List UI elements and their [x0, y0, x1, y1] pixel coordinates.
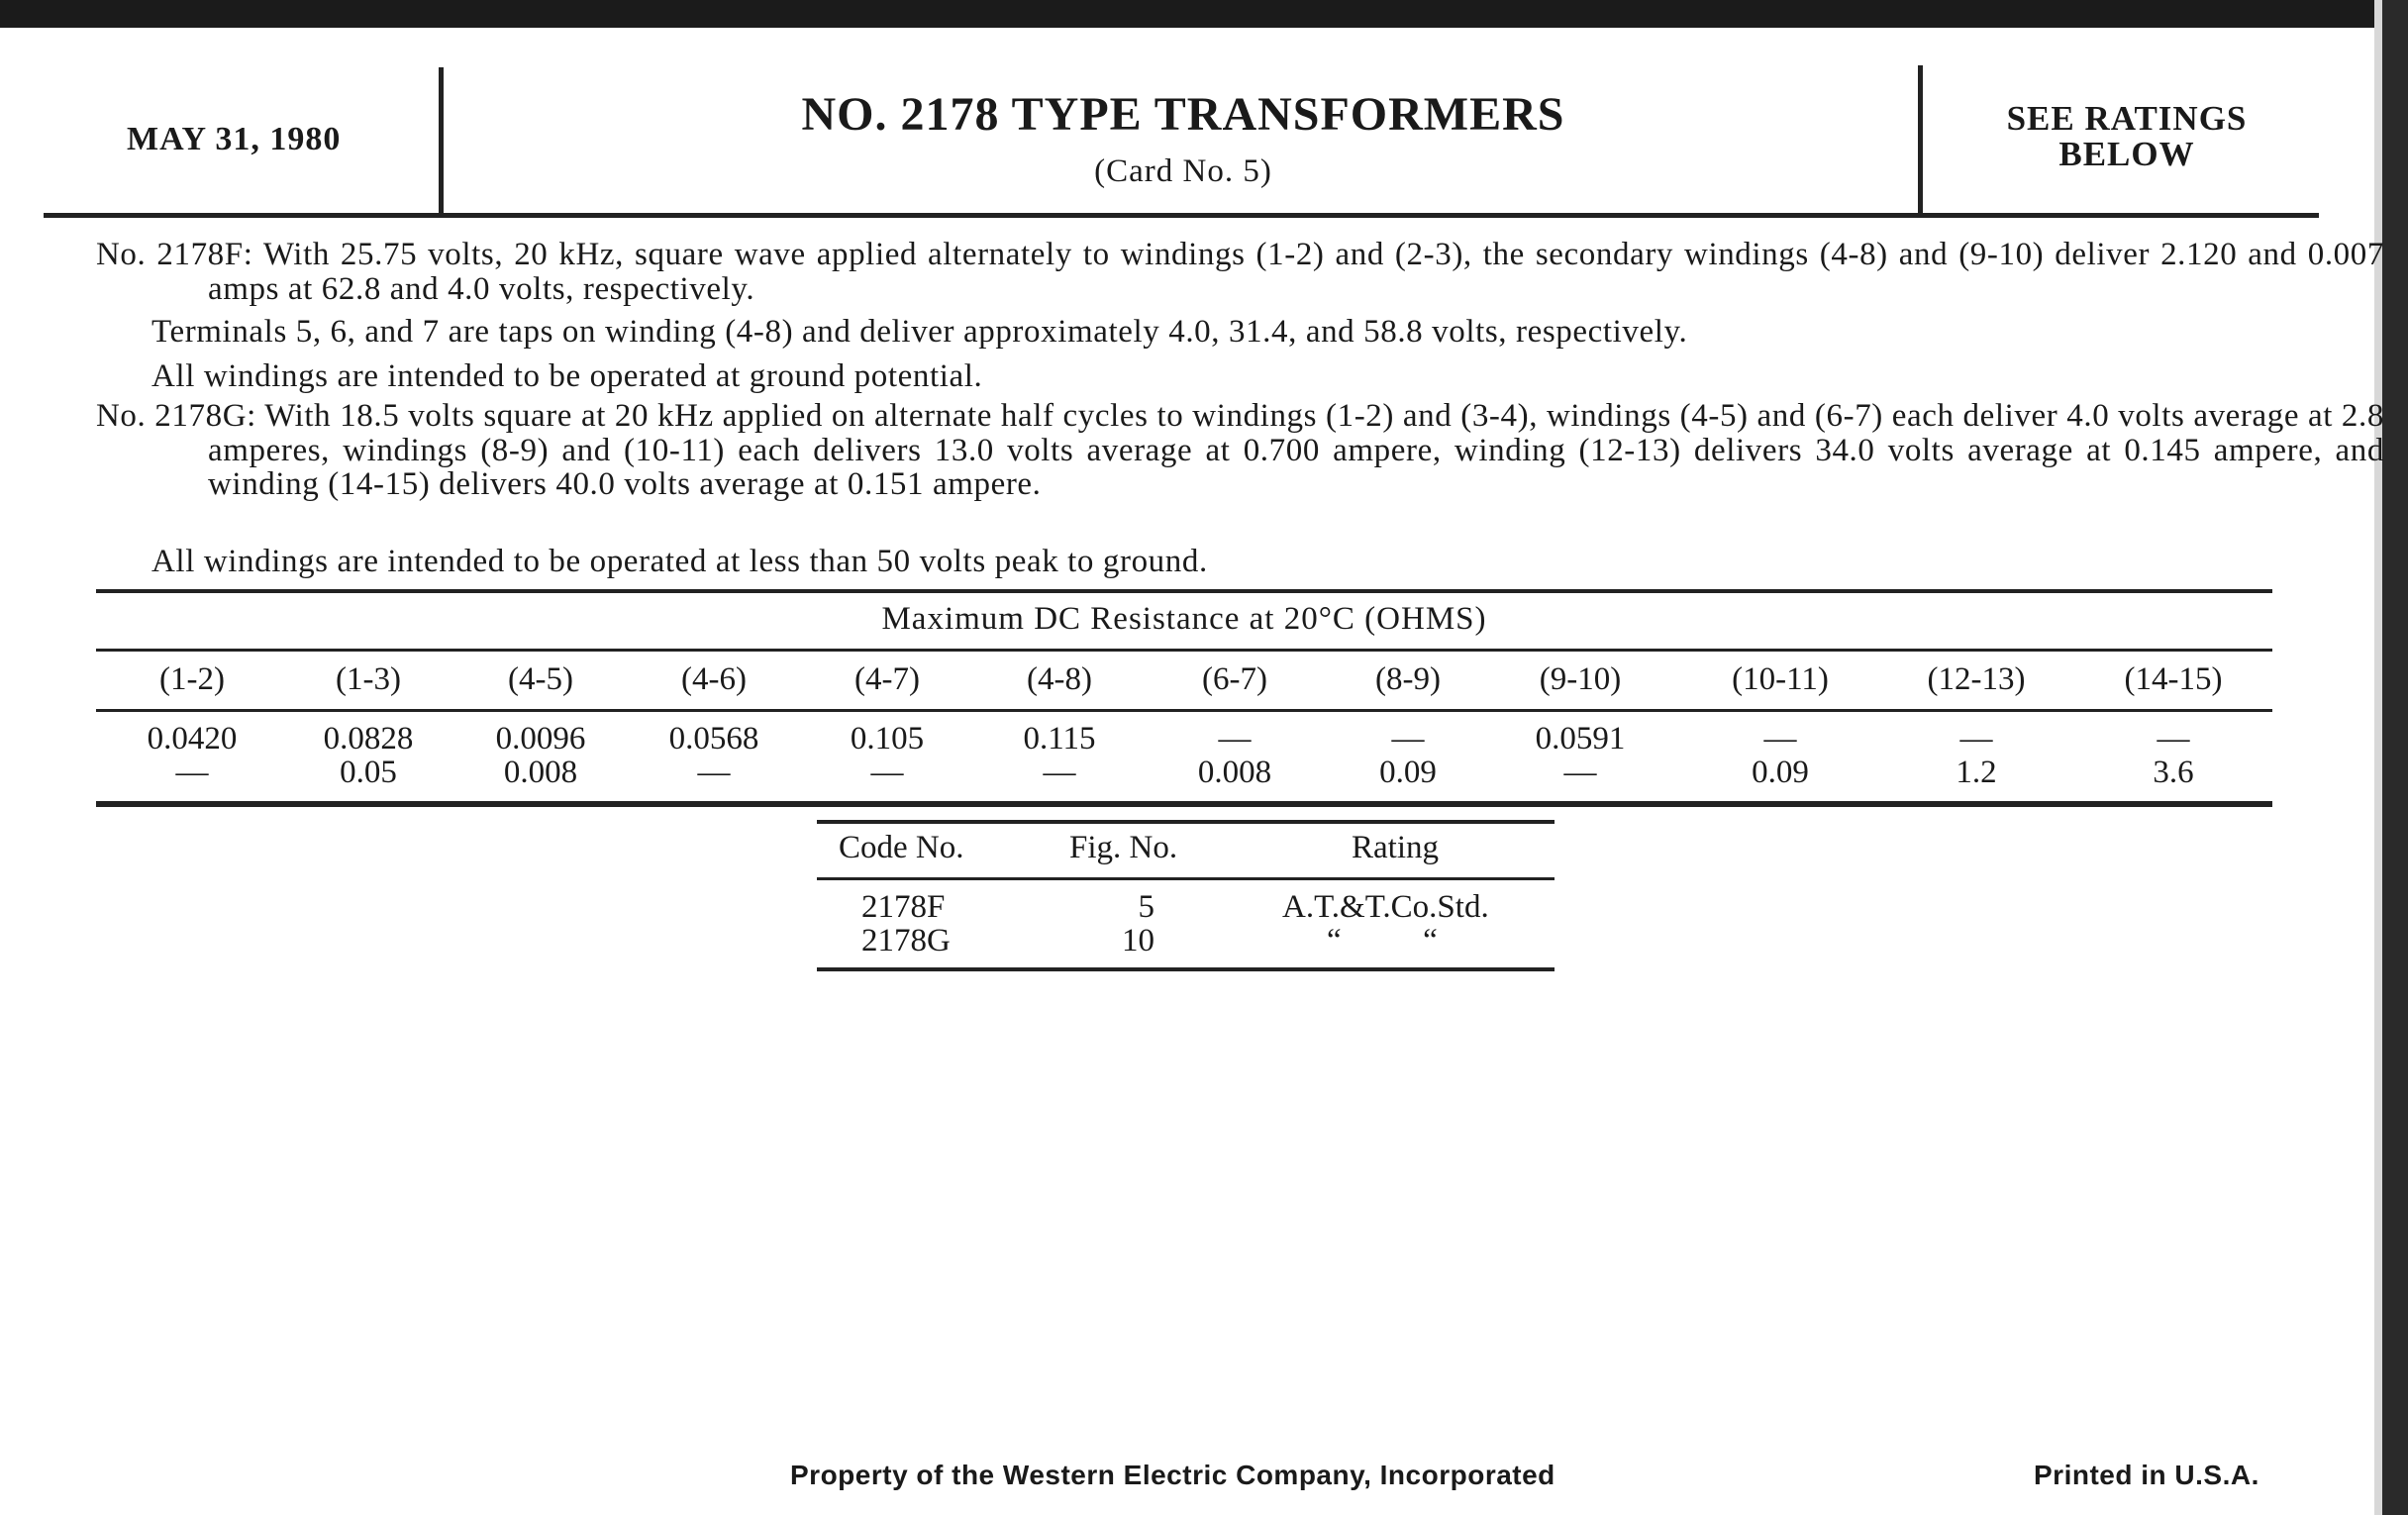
header-rule — [44, 213, 2319, 218]
resistance-cell: 0.105 — [850, 721, 925, 757]
table-bottom-rule — [96, 801, 2272, 807]
resistance-cell: — — [1218, 721, 1252, 757]
resistance-cell: 0.008 — [503, 755, 578, 790]
resistance-cell: 0.0591 — [1535, 721, 1626, 757]
resistance-column-header: (14-15) — [2124, 661, 2223, 697]
card-date: MAY 31, 1980 — [127, 121, 342, 157]
resistance-table-title: Maximum DC Resistance at 20°C (OHMS) — [881, 601, 1487, 637]
paragraph-ground: All windings are intended to be operated at ground potential. — [151, 358, 983, 394]
code-table-top-rule — [817, 820, 1555, 824]
resistance-column-header: (4-5) — [508, 661, 573, 697]
resistance-cell: — — [1043, 755, 1076, 790]
resistance-cell: — — [1959, 721, 1993, 757]
resistance-cell: — — [870, 755, 904, 790]
resistance-column-header: (4-7) — [854, 661, 920, 697]
resistance-cell: — — [2157, 721, 2190, 757]
resistance-column-header: (10-11) — [1732, 661, 1829, 697]
paragraph-peak: All windings are intended to be operated at less than 50 volts peak to ground. — [151, 544, 1208, 579]
code-table-bottom-rule — [817, 967, 1555, 971]
resistance-cell: — — [697, 755, 731, 790]
code-row1-fig: 5 — [1138, 889, 1154, 925]
paragraph-taps: Terminals 5, 6, and 7 are taps on winding (4-8) and deliver approximately 4.0, 31.4, and 58.8 volts, respectively. — [151, 314, 1688, 350]
footer-printed: Printed in U.S.A. — [2034, 1460, 2259, 1490]
card-title: NO. 2178 TYPE TRANSFORMERS — [801, 88, 1565, 141]
resistance-cell: 0.0420 — [147, 721, 238, 757]
table-title-rule — [96, 649, 2272, 652]
resistance-cell: 0.09 — [1379, 755, 1437, 790]
scan-top-edge — [0, 0, 2408, 28]
resistance-cell: — — [1563, 755, 1597, 790]
resistance-column-header: (12-13) — [1927, 661, 2026, 697]
resistance-cell: 0.0828 — [323, 721, 414, 757]
scan-right-shadow — [2374, 0, 2382, 1515]
code-row2-fig: 10 — [1122, 923, 1154, 959]
table-top-rule — [96, 589, 2272, 593]
paragraph-2178f: No. 2178F: With 25.75 volts, 20 kHz, square wave applied alternately to windings (1-2) and (2-3), the secondary windings (4-8) and (9-10) deliver 2.120 and 0.007 amps at 62.8 and 4.0 volts, respectively. — [96, 237, 2384, 307]
ratings-note — [1931, 101, 2323, 172]
resistance-cell: 0.008 — [1197, 755, 1272, 790]
resistance-column-header: (1-3) — [336, 661, 401, 697]
resistance-column-header: (6-7) — [1202, 661, 1267, 697]
code-header-fig: Fig. No. — [1069, 830, 1178, 865]
code-row2-code: 2178G — [861, 923, 951, 959]
ratings-note-line1: SEE RATINGS — [2006, 99, 2248, 138]
code-header-rating: Rating — [1352, 830, 1439, 865]
code-row1-code: 2178F — [861, 889, 946, 925]
resistance-cell: 3.6 — [2153, 755, 2194, 790]
resistance-cell: 0.09 — [1752, 755, 1809, 790]
header-divider-left — [439, 67, 444, 214]
resistance-cell: 0.0568 — [668, 721, 759, 757]
table-header-rule — [96, 709, 2272, 712]
resistance-cell: 1.2 — [1956, 755, 1997, 790]
resistance-column-header: (1-2) — [159, 661, 225, 697]
code-header-code: Code No. — [839, 830, 964, 865]
card-number: (Card No. 5) — [1094, 153, 1272, 189]
code-row1-rating: A.T.&T.Co.Std. — [1282, 889, 1489, 925]
header-divider-right — [1918, 65, 1923, 214]
resistance-cell: — — [175, 755, 209, 790]
resistance-column-header: (4-8) — [1027, 661, 1092, 697]
scan-right-edge — [2382, 0, 2408, 1515]
code-row2-rating: “ “ — [1327, 923, 1438, 959]
resistance-cell: 0.115 — [1023, 721, 1096, 757]
resistance-cell: — — [1391, 721, 1425, 757]
code-table-header-rule — [817, 877, 1555, 880]
resistance-cell: 0.05 — [340, 755, 397, 790]
ratings-note-line2: BELOW — [2058, 135, 2195, 173]
resistance-cell: — — [1763, 721, 1797, 757]
resistance-column-header: (4-6) — [681, 661, 747, 697]
footer-property: Property of the Western Electric Company, Incorporated — [790, 1460, 1555, 1490]
paragraph-2178g: No. 2178G: With 18.5 volts square at 20 kHz applied on alternate half cycles to windings (1-2) and (3-4), windings (4-5) and (6-7) each deliver 4.0 volts average at 2.8 amperes, windings (8-9) and (10-11) each delivers 13.0 volts average at 0.700 ampere, winding (12-13) delivers 34.0 volts average at 0.145 ampere, and winding (14-15) delivers 40.0 volts average at 0.151 ampere. — [96, 398, 2384, 502]
resistance-column-header: (8-9) — [1375, 661, 1441, 697]
resistance-column-header: (9-10) — [1539, 661, 1622, 697]
resistance-cell: 0.0096 — [495, 721, 586, 757]
